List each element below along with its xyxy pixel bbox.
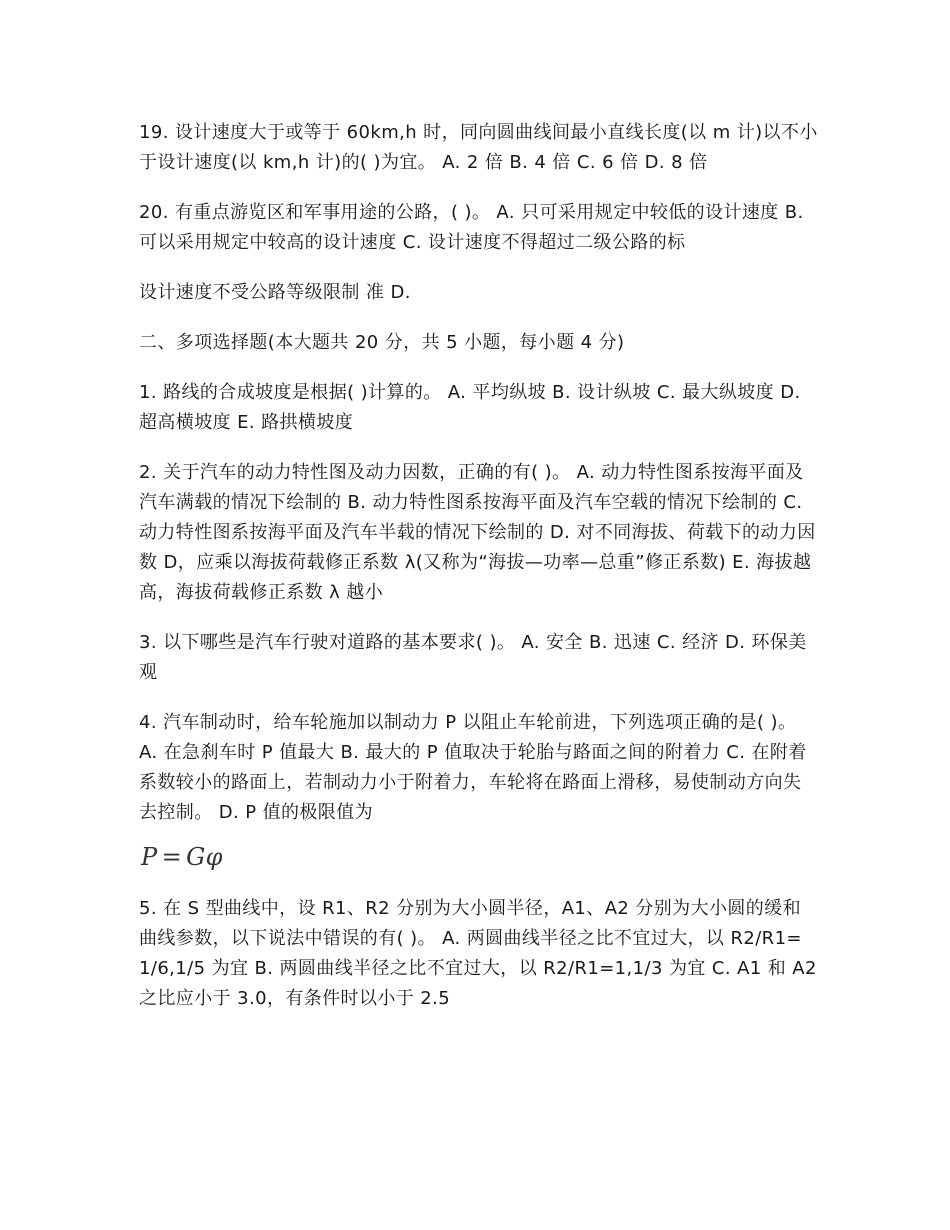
section-heading-multiple-choice: 二、多项选择题(本大题共 20 分，共 5 小题，每小题 4 分)	[139, 332, 625, 353]
formula-equals: =	[161, 843, 183, 871]
formula-p-equals-g-phi	[141, 842, 819, 872]
formula-lhs: P	[141, 843, 158, 871]
question-20: 20. 有重点游览区和军事用途的公路，( )。 A. 只可采用规定中较低的设计速度 B. 可以采用规定中较高的设计速度 C. 设计速度不得超过二级公路的标	[139, 202, 804, 253]
mc-question-2: 2. 关于汽车的动力特性图及动力因数，正确的有( )。 A. 动力特性图系按海平面及汽车满载的情况下绘制的 B. 动力特性图系按海平面及汽车空载的情况下绘制的 C. 动力特性图系按海平面及汽车半载的情况下绘制的 D. 对不同海拔、荷载下的动力因数 D，应乘以海拔荷载修正系数 λ(又称为“海拔—功率—总重”修正系数) E. 海拔越高，海拔荷载修正系数 λ 越小	[139, 462, 816, 603]
mc-question-1: 1. 路线的合成坡度是根据( )计算的。 A. 平均纵坡 B. 设计纵坡 C. 最大纵坡度 D. 超高横坡度 E. 路拱横坡度	[139, 382, 801, 433]
mc-question-4: 4. 汽车制动时，给车轮施加以制动力 P 以阻止车轮前进，下列选项正确的是( )。 A. 在急刹车时 P 值最大 B. 最大的 P 值取决于轮胎与路面之间的附着力 C. 在附着系数较小的路面上，若制动力小于附着力，车轮将在路面上滑移，易使制动方向失去控制。 D. P 值的极限值为	[139, 712, 807, 823]
document-page	[139, 118, 819, 1034]
question-19: 19. 设计速度大于或等于 60km,h 时，同向圆曲线间最小直线长度(以 m 计)以不小于设计速度(以 km,h 计)的( )为宜。 A. 2 倍 B. 4 倍 C. 6 倍 D. 8 倍	[139, 122, 818, 173]
formula-rhs: Gφ	[186, 843, 223, 871]
mc-question-5: 5. 在 S 型曲线中，设 R1、R2 分别为大小圆半径，A1、A2 分别为大小圆的缓和曲线参数，以下说法中错误的有( )。 A. 两圆曲线半径之比不宜过大，以 R2/R1=1/6,1/5 为宜 B. 两圆曲线半径之比不宜过大，以 R2/R1=1,1/3 为宜 C. A1 和 A2 之比应小于 3.0，有条件时以小于 2.5	[139, 898, 817, 1009]
question-20-continuation: 设计速度不受公路等级限制 准 D.	[139, 282, 411, 303]
mc-question-3: 3. 以下哪些是汽车行驶对道路的基本要求( )。 A. 安全 B. 迅速 C. 经济 D. 环保美观	[139, 632, 807, 683]
